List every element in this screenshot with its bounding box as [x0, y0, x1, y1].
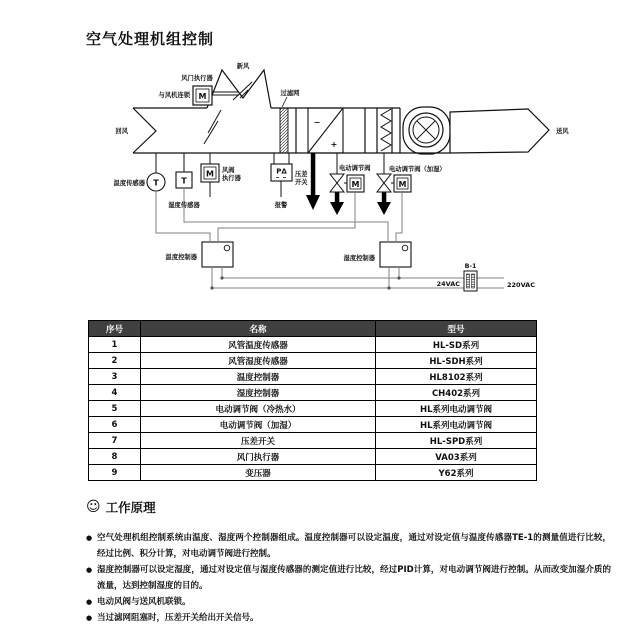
- cell-index: 7: [89, 433, 141, 449]
- cell-name: 电动调节阀（加湿）: [141, 417, 376, 433]
- cell-name: 变压器: [141, 465, 376, 481]
- principle-bullet: [86, 562, 611, 594]
- cell-index: 2: [89, 353, 141, 369]
- filter-leader-line: [282, 97, 287, 107]
- cell-model: HL系列电动调节阀: [376, 401, 537, 417]
- table-row: [89, 401, 537, 417]
- alarm-label: 报警: [274, 202, 288, 209]
- table-row: [89, 369, 537, 385]
- cell-name: 压差开关: [141, 433, 376, 449]
- duct-outline: [133, 70, 450, 153]
- control-valve-chw-symbol: [330, 153, 364, 192]
- principle-bullet: [86, 610, 611, 626]
- cell-model: HL-SDH系列: [376, 353, 537, 369]
- cell-model: CH402系列: [376, 385, 537, 401]
- page-title: 空气处理机组控制: [86, 30, 215, 48]
- pressure-switch-symbol: [271, 153, 292, 197]
- bullet-text: 当过滤网阻塞时，压差开关给出开关信号。: [97, 613, 259, 623]
- smiley-icon: ☺: [86, 499, 101, 515]
- coil-plus-label: +: [330, 140, 338, 149]
- principle-bullets: [86, 530, 611, 626]
- bullet-icon: ●: [86, 598, 93, 606]
- fresh-air-label: 新风: [236, 63, 250, 70]
- principle-bullet: [86, 530, 611, 562]
- filter-label: 过滤网: [280, 90, 300, 97]
- bullet-text: 湿度控制器可以设定湿度，通过对设定值与湿度传感器的测定值进行比较，经过PID计算，对电动调节阀进行控制。从而改变加湿介质的流量，达到控制湿度的目的。: [97, 565, 611, 591]
- temp-controller-box: [202, 242, 233, 267]
- temp-sensor-label: 温度传感器: [113, 180, 145, 187]
- cell-model: HL系列电动调节阀: [376, 417, 537, 433]
- power-wires: [212, 267, 504, 288]
- table-row: [89, 353, 537, 369]
- humidity-sensor-symbol: [176, 153, 192, 188]
- col-header-name: 名称: [141, 321, 376, 337]
- pressure-switch-label-1: 压差: [295, 171, 308, 178]
- valve-actuator-label-1: 风阀: [222, 167, 235, 174]
- valve-humid-label: 电动调节阀（加湿）: [389, 166, 446, 173]
- transformer-label: B-1: [464, 263, 477, 270]
- motor-m-label: M: [351, 180, 360, 189]
- bullet-text: 电动风阀与送风机联锁。: [97, 597, 191, 607]
- damper-actuator-label: 风门执行器: [181, 75, 213, 82]
- bullet-icon: ●: [86, 534, 93, 542]
- transformer-symbol: [464, 271, 477, 291]
- motor-m-label: M: [398, 180, 407, 189]
- cell-index: 6: [89, 417, 141, 433]
- fan-icon: [403, 107, 450, 154]
- cell-index: 3: [89, 369, 141, 385]
- humidifier-icon: [381, 109, 391, 151]
- table-row: [89, 385, 537, 401]
- sensor-t-label: T: [153, 178, 159, 188]
- working-principle-section: [86, 498, 611, 626]
- cell-model: VA03系列: [376, 449, 537, 465]
- bullet-icon: ●: [86, 614, 93, 622]
- v220-label: 220VAC: [507, 281, 535, 289]
- mid-damper-actuator-symbol: [201, 153, 219, 197]
- cell-index: 9: [89, 465, 141, 481]
- table-row: [89, 433, 537, 449]
- supply-duct: [450, 109, 549, 153]
- fresh-air-damper-icon: [212, 82, 252, 100]
- cell-name: 风门执行器: [141, 449, 376, 465]
- cell-index: 1: [89, 337, 141, 353]
- temp-sensor-symbol: [147, 153, 165, 191]
- humidity-controller-label: 湿度控制器: [343, 255, 375, 262]
- table-row: [89, 465, 537, 481]
- cell-name: 风管温度传感器: [141, 337, 376, 353]
- motor-m-label: M: [198, 92, 207, 101]
- cell-model: Y62系列: [376, 465, 537, 481]
- temp-controller-label: 温度控制器: [165, 254, 197, 261]
- coil-section: [308, 108, 343, 153]
- cell-model: HL-SPD系列: [376, 433, 537, 449]
- cell-name: 湿度控制器: [141, 385, 376, 401]
- table-row: [89, 337, 537, 353]
- humidity-sensor-label: 湿度传感器: [168, 202, 200, 209]
- cell-model: HL8102系列: [376, 369, 537, 385]
- valve-chw-label: 电动调节阀: [339, 165, 371, 172]
- cell-index: 5: [89, 401, 141, 417]
- table-header-row: [89, 321, 537, 337]
- cell-model: HL-SD系列: [376, 337, 537, 353]
- bullet-text: 空气处理机组控制系统由温度、湿度两个控制器组成。温度控制器可以设定温度，通过对设定值与温度传感器TE-1的测量值进行比较，经过比例、积分计算，对电动调节阀进行控制。: [97, 533, 611, 559]
- cell-name: 风管湿度传感器: [141, 353, 376, 369]
- bullet-icon: ●: [86, 566, 93, 574]
- table-row: [89, 417, 537, 433]
- cell-index: 8: [89, 449, 141, 465]
- return-damper-icon: [204, 110, 221, 144]
- filter-strip: [280, 108, 288, 153]
- v24-label: 24VAC: [436, 280, 460, 288]
- return-air-label: 回风: [115, 128, 128, 135]
- humidity-controller-box: [380, 242, 411, 267]
- component-table-wrap: [88, 320, 536, 481]
- cell-name: 电动调节阀（冷热水）: [141, 401, 376, 417]
- col-header-model: 型号: [376, 321, 537, 337]
- working-principle-title: 工作原理: [105, 500, 156, 515]
- coil-minus-label: −: [313, 118, 321, 127]
- sensor-t-label: T: [181, 176, 187, 186]
- cell-name: 温度控制器: [141, 369, 376, 385]
- supply-air-label: 送风: [556, 128, 569, 135]
- damper-actuator-box: [193, 86, 212, 105]
- signal-wires: [156, 188, 402, 242]
- pressure-switch-label-2: 开关: [295, 179, 308, 186]
- pd-label: PΔ: [276, 167, 287, 176]
- cell-index: 4: [89, 385, 141, 401]
- table-row: [89, 449, 537, 465]
- principle-bullet: [86, 594, 611, 610]
- component-table: [88, 320, 537, 481]
- ahu-schematic: [0, 0, 618, 318]
- motor-m-label: M: [206, 169, 214, 179]
- valve-actuator-label-2: 执行器: [222, 175, 241, 182]
- fan-interlock-label: 与风机连锁: [158, 92, 190, 99]
- working-principle-heading: [86, 498, 611, 516]
- col-header-index: 序号: [89, 321, 141, 337]
